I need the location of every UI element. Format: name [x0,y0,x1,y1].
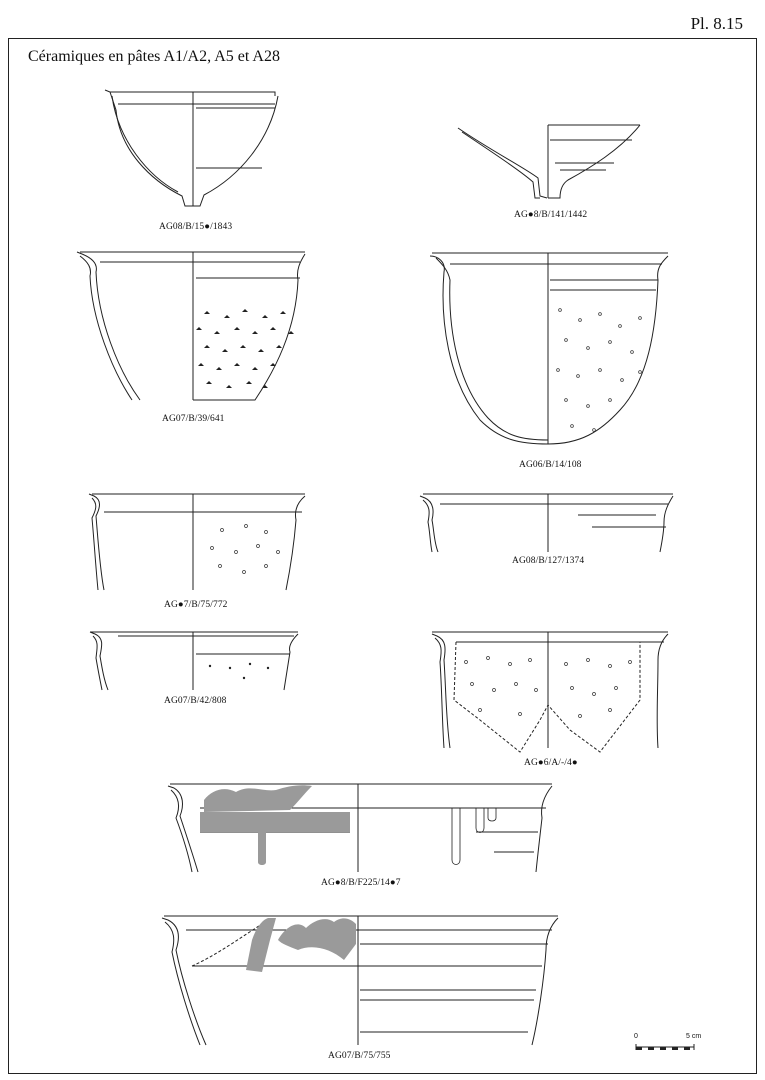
scale-zero-label: 0 [634,1033,638,1040]
vessel-label-2: AG●8/B/141/1442 [514,210,588,220]
vessel-drawing-8 [432,632,668,752]
inclusions-3 [196,309,294,388]
vessel-label-10: AG07/B/75/755 [328,1051,391,1061]
plate-title: Céramiques en pâtes A1/A2, A5 et A28 [28,48,280,65]
vessel-drawing-1 [105,90,278,206]
scale-five-label: 5 cm [686,1033,702,1040]
inclusions-4 [557,309,642,432]
vessel-drawing-3 [77,252,305,400]
vessel-label-1: AG08/B/15●/1843 [159,222,233,232]
vessel-drawing-4 [430,253,668,444]
vessel-label-4: AG06/B/14/108 [519,460,582,470]
vessel-label-9: AG●8/B/F225/14●7 [321,878,401,888]
paint-decoration-9 [200,785,350,865]
inclusions-7 [209,663,269,679]
scale-ruler [632,1033,712,1053]
vessel-label-5: AG●7/B/75/772 [164,600,228,610]
vessel-label-3: AG07/B/39/641 [162,414,225,424]
paint-decoration-10 [246,918,356,972]
vessel-drawing-7 [90,632,298,690]
vessel-drawing-6 [420,494,673,552]
scale-bar [632,1033,712,1053]
plate-number: Pl. 8.15 [690,14,743,33]
vessel-drawing-2 [458,125,640,198]
vessel-label-6: AG08/B/127/1374 [512,556,585,566]
vessel-drawing-5 [89,494,305,590]
inclusions-5 [211,525,280,574]
vessel-label-8: AG●6/A/-/4● [524,758,578,768]
vessel-drawing-10 [162,916,558,1045]
vessel-label-7: AG07/B/42/808 [164,696,227,706]
drips-9 [452,808,496,865]
